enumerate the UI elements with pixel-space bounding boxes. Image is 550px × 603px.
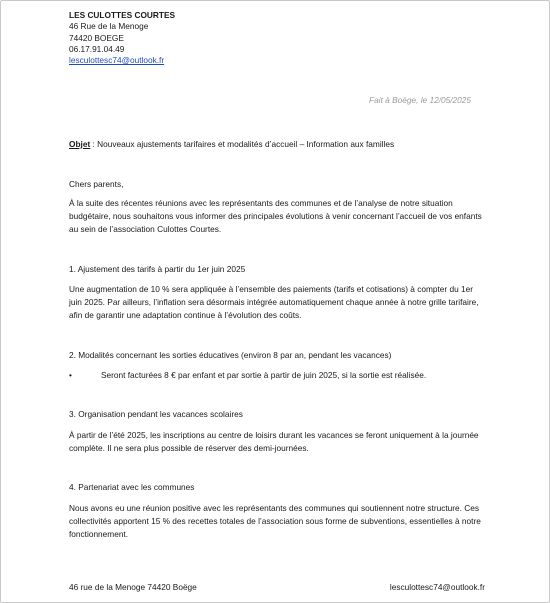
section-3-heading: 3. Organisation pendant les vacances scolaires <box>69 409 243 419</box>
section-1-heading: 1. Ajustement des tarifs à partir du 1er juin 2025 <box>69 264 246 274</box>
sender-phone: 06.17.91.04.49 <box>69 43 125 54</box>
sender-city: 74420 BOEGE <box>69 32 124 43</box>
section-2-bullet-text: Seront facturées 8 € par enfant et par sortie à partir de juin 2025, si la sortie est réalisée. <box>101 370 427 380</box>
section-4-heading: 4. Partenariat avec les communes <box>69 482 195 492</box>
sender-street: 46 Rue de la Menoge <box>69 21 149 32</box>
footer-email: lesculottesc74@outlook.fr <box>389 582 485 592</box>
footer-address: 46 rue de la Menoge 74420 Boëge <box>69 582 197 592</box>
intro-paragraph: À la suite des récentes réunions avec les représentants des communes et de l’analyse de notre situation budgétaire, nous souhaitons vous informer des principales évolutions à venir concernant l’accueil de vos enfants au sein de l’association Culottes Courtes. <box>69 198 482 234</box>
sender-email-link[interactable]: lesculottesc74@outlook.fr <box>69 55 165 66</box>
section-1-body: Une augmentation de 10 % sera appliquée à l’ensemble des paiements (tarifs et cotisations) à compter du 1er juin 2025. Par ailleurs, l’inflation sera désormais intégrée automatiquement chaque année à notre grille tarifaire, afin de garantir une adaptation continue à l’évolution des coûts. <box>69 284 479 320</box>
subject-label: Objet <box>69 139 91 149</box>
bullet-icon: • <box>69 370 72 380</box>
subject-line <box>69 139 394 149</box>
section-3-body: À partir de l’été 2025, les inscriptions au centre de loisirs durant les vacances se feront uniquement à la journée complète. Il ne sera plus possible de réserver des demi-journées. <box>69 430 479 453</box>
section-2-bullet <box>69 370 426 380</box>
section-4-body: Nous avons eu une réunion positive avec les représentants des communes qui soutiennent notre structure. Ces collectivités apportent 15 % des recettes totales de l’association sous forme de subventions, essentielles à notre fonctionnement. <box>69 503 481 539</box>
sender-name: LES CULOTTES COURTES <box>69 10 176 20</box>
greeting: Chers parents, <box>69 179 124 189</box>
date-line: Fait à Boëge, le 12/05/2025 <box>369 95 471 105</box>
section-2-heading: 2. Modalités concernant les sorties éducatives (environ 8 par an, pendant les vacances) <box>69 350 392 360</box>
subject-text: : Nouveaux ajustements tarifaires et modalités d’accueil – Information aux familles <box>90 139 395 149</box>
sender-block <box>69 10 175 66</box>
